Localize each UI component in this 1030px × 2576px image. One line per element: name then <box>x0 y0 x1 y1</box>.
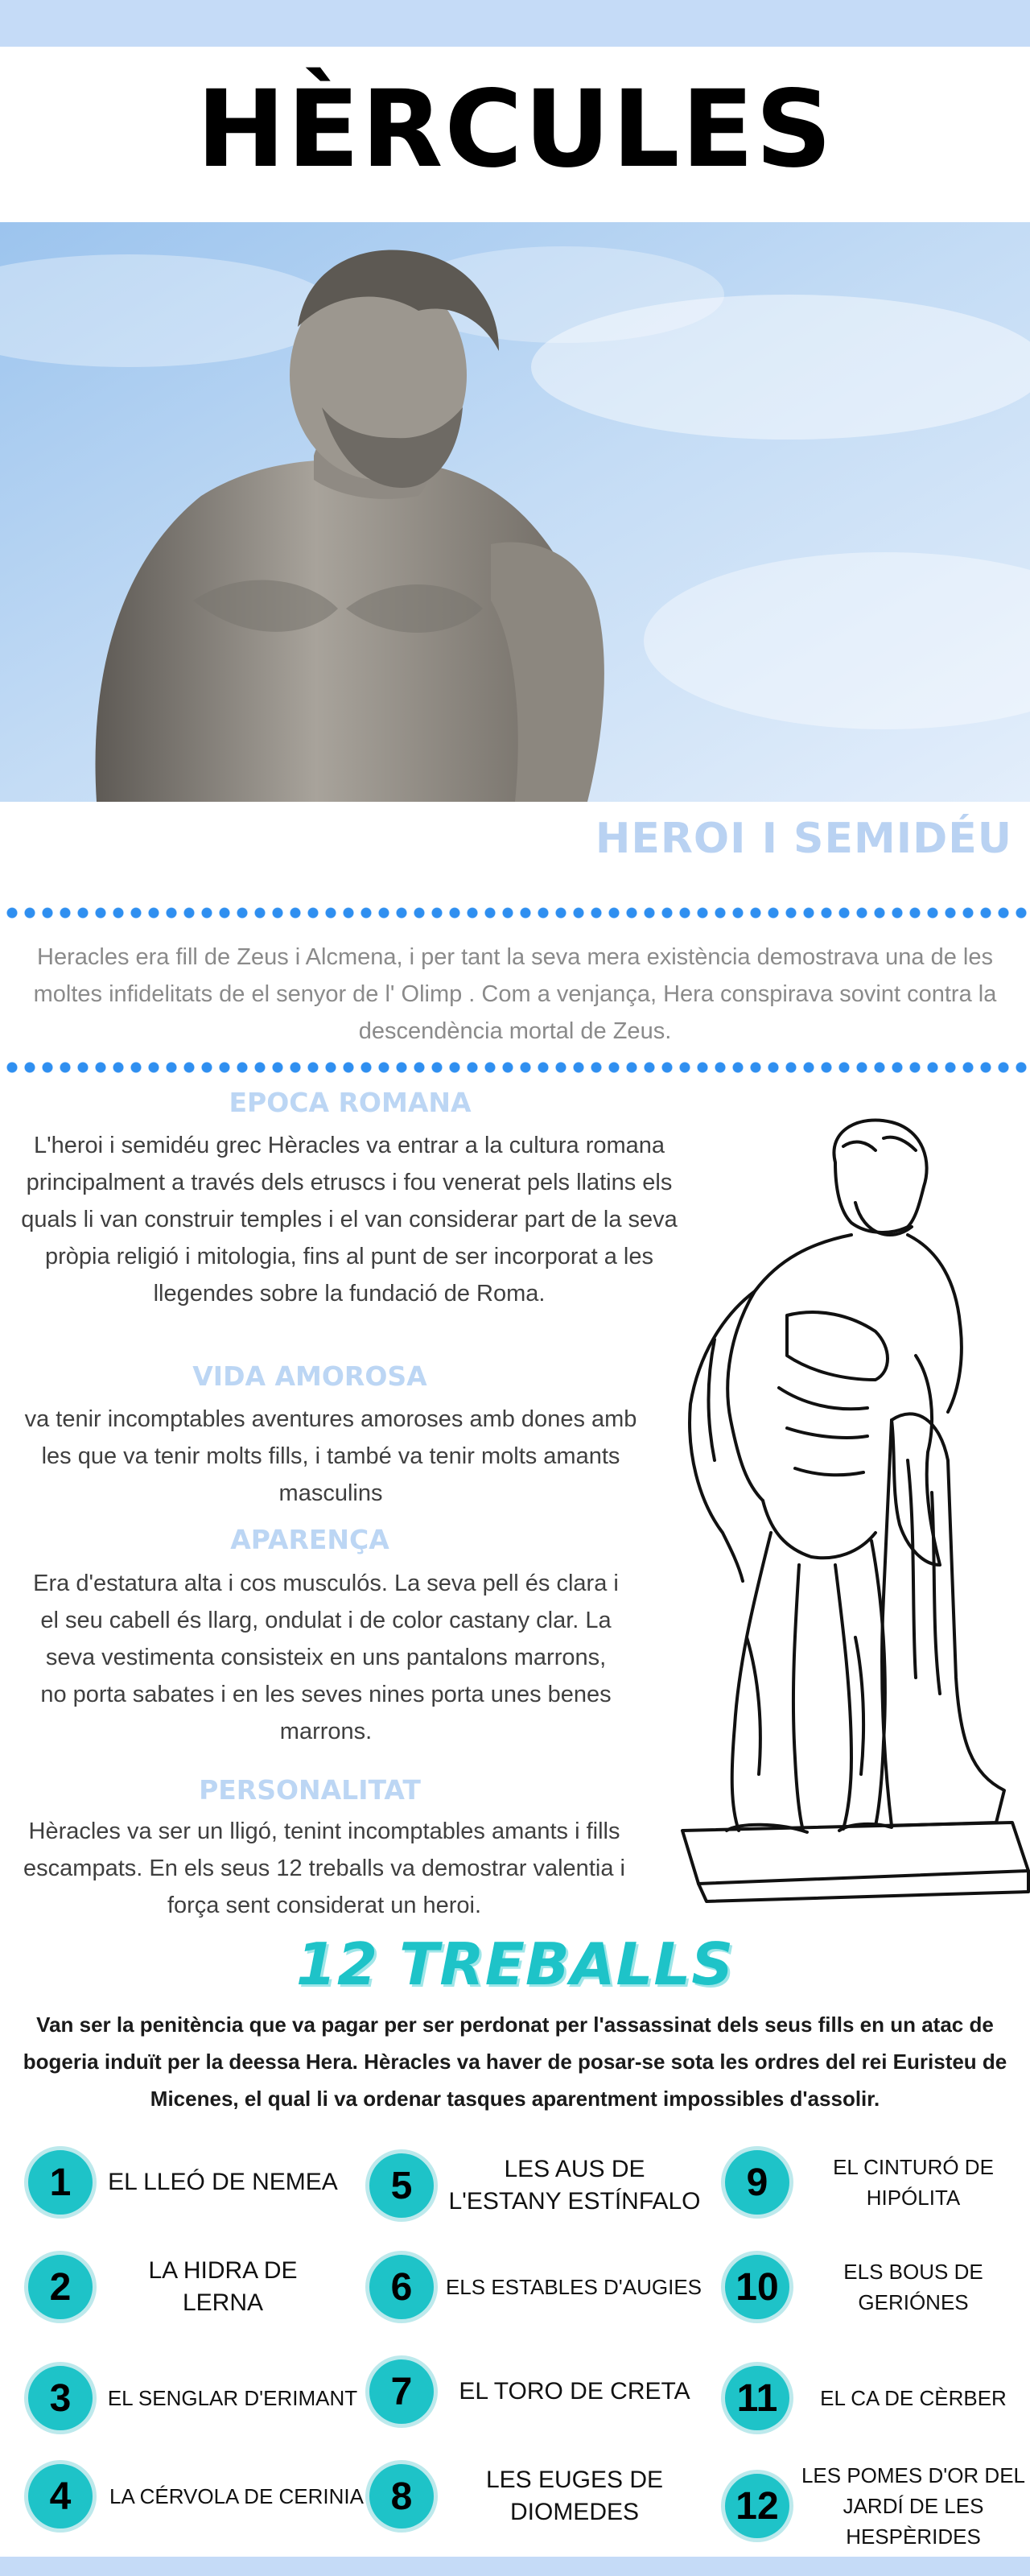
task-label: EL SENGLAR D'ERIMANT <box>107 2386 358 2410</box>
section-text-personalitat: Hèracles va ser un lligó, tenint incomptables amants i fills escampats. En els seus 12 treballs va demostrar valentia i força sent considerat un heroi. <box>23 1818 625 1918</box>
task-number-badge: 8 <box>365 2460 438 2533</box>
task-number-badge: 2 <box>24 2251 97 2323</box>
task-label: LA HIDRA DE LERNA <box>148 2257 298 2316</box>
section-heading-personalitat: PERSONALITAT <box>199 1774 421 1806</box>
task-number-badge: 3 <box>24 2362 97 2434</box>
task-label: ELS ESTABLES D'AUGIES <box>445 2275 702 2299</box>
task-item <box>721 2146 1022 2219</box>
section-heading-vida-amorosa: VIDA AMOROSA <box>192 1360 427 1392</box>
task-item <box>365 2460 703 2533</box>
task-item <box>721 2251 1022 2323</box>
task-label: LES AUS DE L'ESTANY ESTÍNFALO <box>448 2156 701 2215</box>
task-number-badge: 6 <box>365 2251 438 2323</box>
task-item <box>24 2362 365 2434</box>
task-item <box>721 2460 1030 2552</box>
bottom-band <box>0 2557 1030 2576</box>
task-number-badge: 5 <box>365 2149 438 2222</box>
task-number-badge: 1 <box>24 2146 97 2219</box>
task-number-badge: 7 <box>365 2355 438 2428</box>
task-label: ELS BOUS DE GERIÓNES <box>843 2260 983 2314</box>
hero-image <box>0 222 1030 802</box>
task-item <box>365 2251 707 2323</box>
task-item <box>365 2149 703 2222</box>
task-label: LES POMES D'OR DEL JARDÍ DE LES HESPÈRIDES <box>801 2463 1026 2549</box>
section-heading-aparenca: APARENÇA <box>230 1524 389 1555</box>
task-number-badge: 12 <box>721 2470 793 2542</box>
hercules-line-drawing <box>650 1114 1030 1908</box>
task-item <box>24 2146 340 2219</box>
task-label: LA CÉRVOLA DE CERINIA <box>109 2484 364 2508</box>
task-number-badge: 4 <box>24 2460 97 2533</box>
section-text-epoca-romana: L'heroi i semidéu grec Hèracles va entrar a la cultura romana principalment a través dels etruscs i fou venerat pels llatins els quals li van construir temples i el van considerar part de la seva pròpia religió i mitologia, fins al punt de ser incorporat a les llegendes sobre la fundació de Roma. <box>21 1133 678 1307</box>
intro-paragraph: Heracles era fill de Zeus i Alcmena, i per tant la seva mera existència demostrava una de les moltes infidelitats de el senyor de l' Olimp . Com a venjança, Hera conspirava sovint contra la descendència mortal de Zeus. <box>33 944 997 1044</box>
task-item <box>721 2362 1022 2434</box>
treballs-intro: Van ser la penitència que va pagar per ser perdonat per l'assassinat dels seus fills en un atac de bogeria induït per la deessa Hera. Hèracles va haver de posar-se sota les ordres del rei Euristeu de Micenes, el qual li va ordenar tasques aparentment impossibles d'assolir. <box>23 2013 1007 2111</box>
task-label: EL CA DE CÈRBER <box>820 2386 1007 2410</box>
task-item <box>365 2355 703 2428</box>
task-item <box>24 2460 373 2533</box>
subtitle: HEROI I SEMIDÉU <box>595 815 1012 863</box>
page-title: HÈRCULES <box>196 68 834 192</box>
dotted-divider <box>0 906 1030 919</box>
task-item <box>24 2251 340 2323</box>
task-number-badge: 10 <box>721 2251 793 2323</box>
section-text-aparenca: Era d'estatura alta i cos musculós. La seva pell és clara i el seu cabell és llarg, ondulat i de color castany clar. La seva vestimenta consisteix en uns pantalons marrons, no porta sabates i en les seves nines porta unes benes marrons. <box>33 1571 619 1744</box>
task-label: EL LLEÓ DE NEMEA <box>108 2169 338 2195</box>
task-label: LES EUGES DE DIOMEDES <box>485 2467 664 2525</box>
dotted-divider <box>0 1061 1030 1074</box>
task-number-badge: 9 <box>721 2146 793 2219</box>
task-number-badge: 11 <box>721 2362 793 2434</box>
treballs-title: 12 TREBALLS <box>295 1930 735 1998</box>
task-label: EL TORO DE CRETA <box>459 2378 690 2405</box>
section-heading-epoca-romana: EPOCA ROMANA <box>229 1087 472 1118</box>
section-text-vida-amorosa: va tenir incomptables aventures amoroses amb dones amb les que va tenir molts fills, i també va tenir molts amants masculins <box>24 1406 637 1506</box>
task-label: EL CINTURÓ DE HIPÓLITA <box>833 2155 994 2210</box>
top-band <box>0 0 1030 47</box>
